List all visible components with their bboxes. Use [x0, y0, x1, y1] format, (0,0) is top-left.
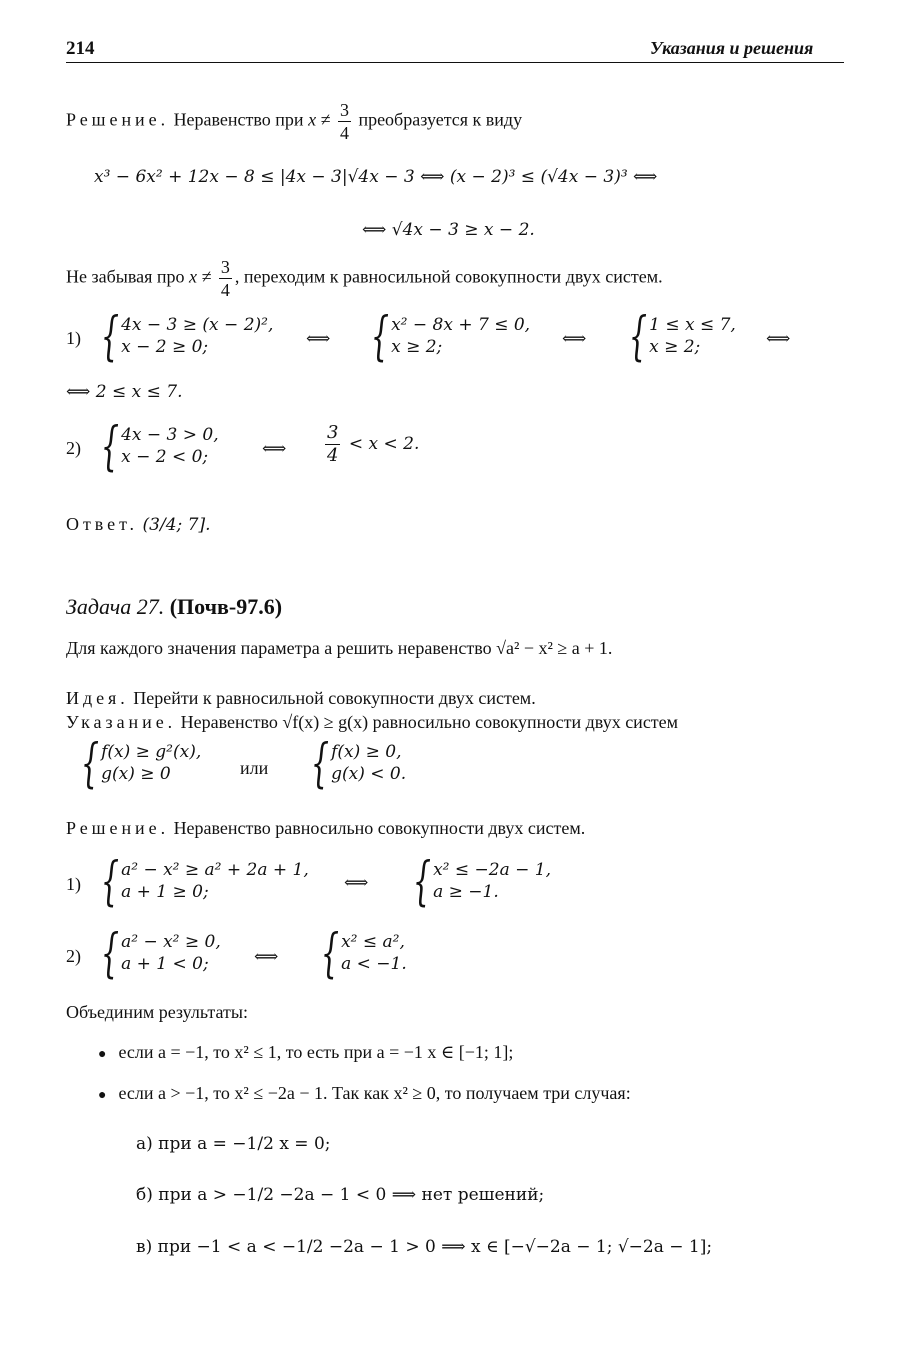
- solution-intro: Неравенство при: [173, 109, 304, 130]
- hint-system-1: { f(x) ≥ g²(x), g(x) ≥ 0: [80, 734, 202, 794]
- t27-sys2-a: { a² − x² ≥ 0, a + 1 < 0;: [100, 924, 221, 984]
- system2-a: { 4x − 3 > 0, x − 2 < 0;: [100, 417, 219, 477]
- system1-a: { 4x − 3 ≥ (x − 2)², x − 2 ≥ 0;: [100, 307, 274, 367]
- iff-symbol: ⟺: [766, 329, 791, 349]
- answer-label: Ответ.: [66, 514, 139, 534]
- page-number: 214: [66, 38, 95, 59]
- task-27-statement: Для каждого значения параметра a решить неравенство √a² − x² ≥ a + 1.: [66, 638, 613, 658]
- case-b: б) при a > −1/2 −2a − 1 < 0 ⟹ нет решений;: [136, 1185, 545, 1205]
- header-rule: [66, 62, 844, 63]
- t27-sys2-label: 2): [66, 946, 81, 966]
- running-header: Указания и решения: [650, 38, 814, 58]
- answer-value: (3/4; 7].: [142, 515, 211, 535]
- equation-line-1: x³ − 6x² + 12x − 8 ≤ |4x − 3|√4x − 3 ⟺ (x − 2)³ ≤ (√4x − 3)³ ⟺: [94, 167, 658, 187]
- condition-text: x ≠: [308, 109, 331, 130]
- task-27-title: Задача 27. (Почв-97.6): [66, 594, 283, 619]
- case-c: в) при −1 < a < −1/2 −2a − 1 > 0 ⟹ x ∈ [−√−2a − 1; √−2a − 1];: [136, 1237, 713, 1257]
- case-a: а) при a = −1/2 x = 0;: [136, 1134, 331, 1154]
- solution-label: Решение.: [66, 109, 170, 130]
- combine-results: Объединим результаты:: [66, 1002, 248, 1022]
- system1-label: 1): [66, 328, 81, 348]
- fraction-3-4: $\frac{3}{4}$: [339, 100, 349, 143]
- system1-b: { x² − 8x + 7 ≤ 0, x ≥ 2;: [370, 307, 531, 367]
- bullet-1: ● если a = −1, то x² ≤ 1, то есть при a = −1 x ∈ [−1; 1];: [98, 1042, 514, 1062]
- system2-label: 2): [66, 438, 81, 458]
- fraction-3-4: $\frac{3}{4}$: [220, 257, 230, 300]
- t27-sys1-a: { a² − x² ≥ a² + 2a + 1, a + 1 ≥ 0;: [100, 852, 309, 912]
- bullet-icon: ●: [98, 1088, 107, 1103]
- solution-intro-end: преобразуется к виду: [358, 109, 523, 130]
- bullet-icon: ●: [98, 1047, 107, 1062]
- bullet-2: ● если a > −1, то x² ≤ −2a − 1. Так как x² ≥ 0, то получаем три случая:: [98, 1083, 631, 1103]
- t27-sys2-b: { x² ≤ a², a < −1.: [320, 924, 407, 984]
- hint-or: или: [240, 758, 269, 778]
- system2-result: $\frac{3}{4}$ < x < 2.: [327, 422, 420, 466]
- note-start: Не забывая про: [66, 266, 185, 287]
- iff-symbol: ⟺: [562, 329, 587, 349]
- idea-line: Идея. Перейти к равносильной совокупности двух систем.: [66, 688, 536, 708]
- note-end: , переходим к равносильной совокупности двух систем.: [234, 266, 663, 287]
- t27-sys1-b: { x² ≤ −2a − 1, a ≥ −1.: [412, 852, 552, 912]
- solution-intro-line: [66, 101, 522, 142]
- hint-line: Указание. Неравенство √f(x) ≥ g(x) равносильно совокупности двух систем: [66, 712, 679, 732]
- iff-symbol: ⟺: [344, 873, 369, 893]
- answer-line: [66, 514, 211, 536]
- system1-result: ⟺ 2 ≤ x ≤ 7.: [66, 382, 183, 402]
- note-line: Не забывая про x ≠ $\frac{3}{4}$ , переходим к равносильной совокупности двух систем.: [66, 257, 663, 300]
- t27-sys1-label: 1): [66, 874, 81, 894]
- task27-solution-line: Решение. Неравенство равносильно совокупности двух систем.: [66, 818, 586, 838]
- iff-symbol: ⟺: [306, 329, 331, 349]
- iff-symbol: ⟺: [254, 947, 279, 967]
- hint-system-2: { f(x) ≥ 0, g(x) < 0.: [310, 734, 407, 794]
- equation-line-2: ⟺ √4x − 3 ≥ x − 2.: [362, 220, 535, 240]
- iff-symbol: ⟺: [262, 439, 287, 459]
- system1-c: { 1 ≤ x ≤ 7, x ≥ 2;: [628, 307, 736, 367]
